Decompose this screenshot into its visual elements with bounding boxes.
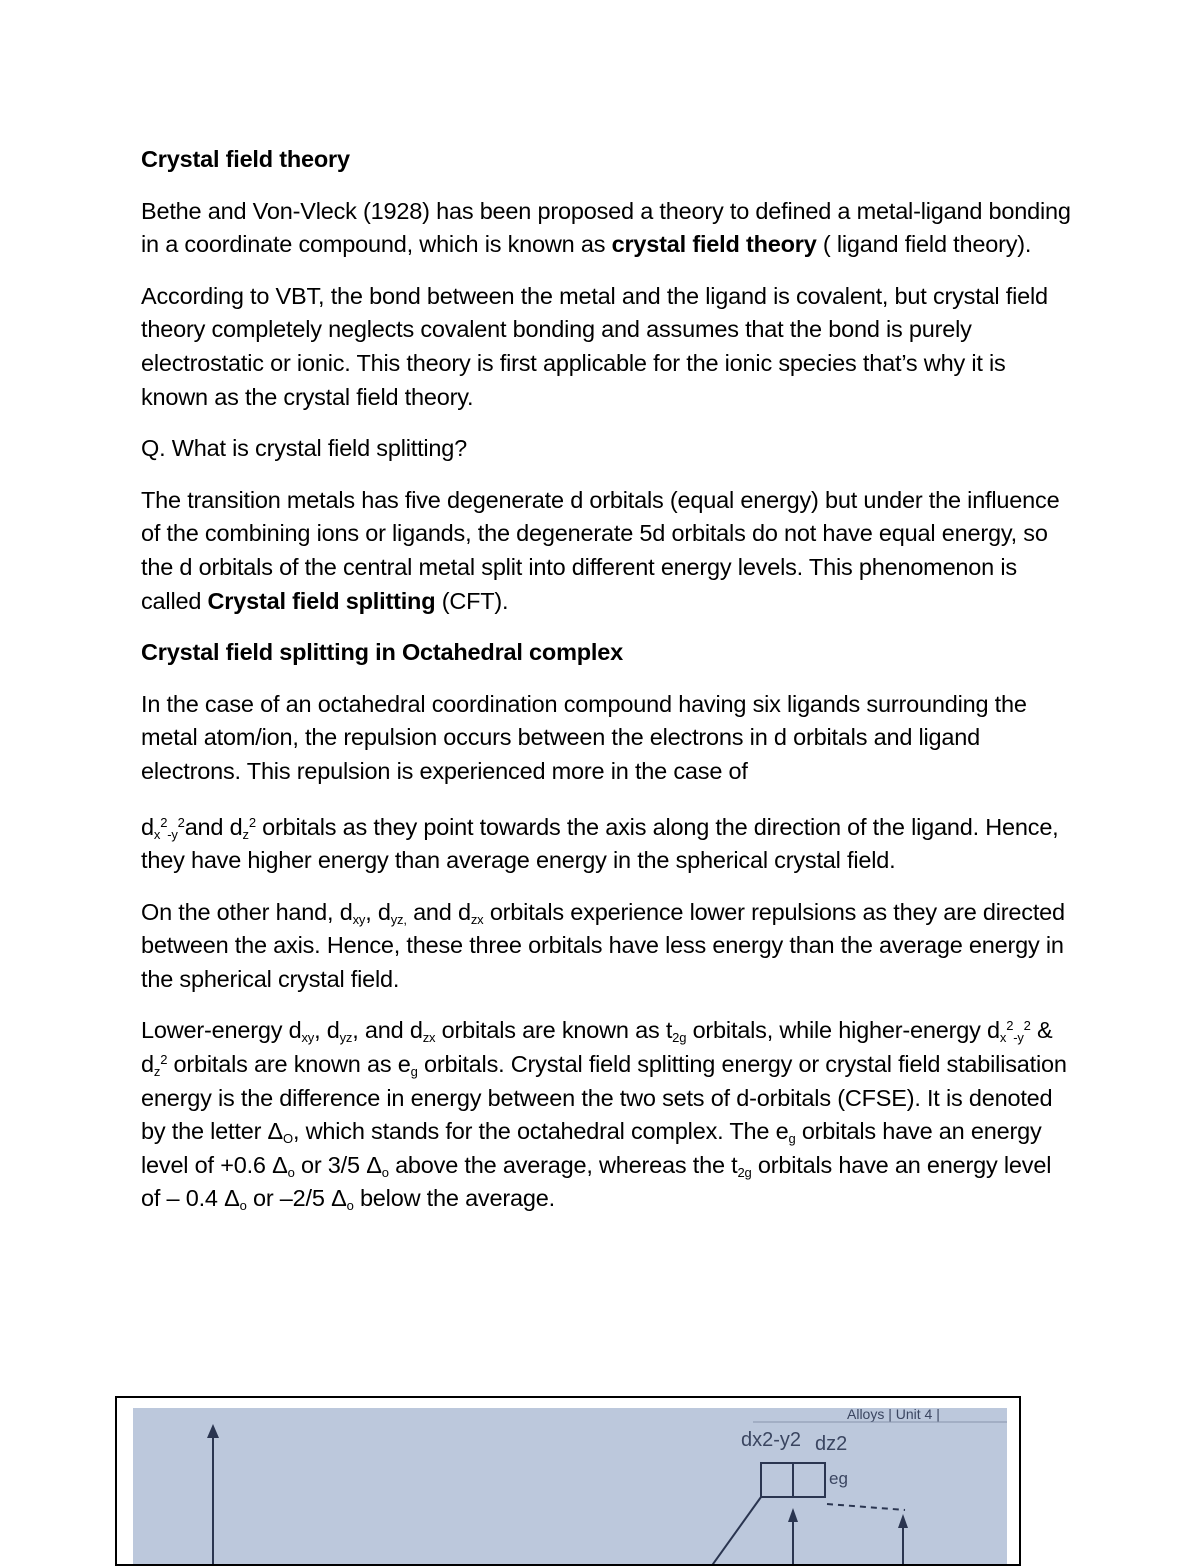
splitting-diagram	[133, 1408, 1007, 1566]
text: orbitals are known as t	[435, 1017, 673, 1044]
superscript: 2	[1006, 1018, 1014, 1034]
paragraph-t2g-orbitals	[141, 896, 1071, 997]
text: & d	[141, 1017, 1053, 1078]
subscript: o	[381, 1164, 389, 1180]
text: On the other hand, d	[141, 898, 353, 925]
subscript: zx	[422, 1030, 436, 1046]
paragraph-vbt: According to VBT, the bond between the metal and the ligand is covalent, but crystal field theory completely neglects covalent bonding and assumes that the bond is purely electrostatic or ionic. This theory is first applicable for the ionic species that’s why it is known as the crystal field theory.	[141, 282, 1048, 410]
subsection-heading: Crystal field splitting in Octahedral complex	[141, 639, 623, 666]
subscript: -y	[1013, 1030, 1024, 1046]
subscript: xy	[352, 911, 366, 927]
subscript: xy	[301, 1030, 315, 1046]
eg-box-2	[793, 1463, 825, 1497]
superscript: 2	[160, 814, 168, 830]
text: Bethe and Von-Vleck (1928) has been proposed a theory to defined a metal-ligand bonding in a coordinate compound, which is known as	[141, 197, 1071, 258]
paragraph-octahedral: In the case of an octahedral coordination compound having six ligands surrounding the metal atom/ion, the repulsion occurs between the electrons in d orbitals and ligand electrons. This repulsion is experienced more in the case of	[141, 690, 1027, 784]
section-heading: Crystal field theory	[141, 146, 350, 172]
text: , d	[365, 898, 391, 925]
superscript: 2	[248, 814, 256, 830]
subscript: -y	[167, 826, 178, 842]
text: (CFT).	[435, 587, 509, 614]
text: Lower-energy d	[141, 1017, 302, 1044]
delta-arrowhead-2	[898, 1514, 908, 1528]
subscript: O	[283, 1131, 293, 1147]
text: The transition metals has five degenerate d orbitals (equal energy) but under the influence of the combining ions or ligands, the degenerate 5d orbitals do not have equal energy, so the d orbitals of the central metal split into different energy levels. This phenomenon is called	[141, 486, 1060, 614]
superscript: 2	[177, 814, 185, 830]
bold-term: crystal field theory	[611, 231, 817, 258]
text: orbitals, while higher-energy d	[686, 1017, 1000, 1044]
text: below the average.	[353, 1185, 555, 1212]
subscript: z	[242, 826, 249, 842]
text: and d	[406, 898, 471, 925]
subscript: yz	[339, 1030, 353, 1046]
label-dx2y2: dx2-y2	[741, 1429, 802, 1451]
text: above the average, whereas the t	[388, 1151, 738, 1178]
text: orbitals experience lower repulsions as they are directed between the axis. Hence, these three orbitals have less energy than the average energy in the spherical crystal field.	[141, 898, 1065, 992]
text: orbitals have an energy level of – 0.4 Δ	[141, 1151, 1052, 1212]
paragraph-eg-orbitals	[141, 811, 1071, 878]
subscript: g	[410, 1064, 418, 1080]
subscript: x	[153, 826, 161, 842]
delta-arrowhead-1	[788, 1508, 798, 1522]
document-body	[141, 143, 1071, 1234]
text: ( ligand field theory).	[816, 231, 1032, 258]
text: orbitals. Crystal field splitting energy or crystal field stabilisation energy is the difference in energy between the two sets of d-orbitals (CFSE). It is denoted by the letter Δ	[141, 1051, 1067, 1145]
superscript: 2	[1023, 1018, 1031, 1034]
subscript: o	[346, 1198, 354, 1214]
paragraph-splitting	[141, 484, 1071, 618]
text: orbitals have an energy level of +0.6 Δ	[141, 1118, 1042, 1178]
subscript: x	[999, 1030, 1007, 1046]
question: Q. What is crystal field splitting?	[141, 435, 468, 462]
paragraph-intro	[141, 195, 1071, 262]
split-line	[703, 1497, 761, 1566]
dashed-level	[827, 1504, 905, 1510]
text: , d	[314, 1017, 340, 1044]
superscript: 2	[160, 1052, 168, 1068]
label-dz2: dz2	[815, 1433, 848, 1455]
label-eg: eg	[829, 1469, 848, 1488]
subscript: yz,	[390, 911, 407, 927]
text: orbitals as they point towards the axis along the direction of the ligand. Hence, they have higher energy than average energy in the spherical crystal field.	[141, 813, 1059, 874]
subscript: zx	[470, 911, 484, 927]
energy-axis-arrowhead	[207, 1424, 219, 1438]
figure-header: Alloys | Unit 4 |	[847, 1408, 940, 1422]
figure-frame	[115, 1396, 1021, 1566]
text: orbitals are known as e	[167, 1051, 411, 1078]
splitting-diagram-photo	[133, 1408, 1007, 1566]
subscript: z	[153, 1064, 161, 1080]
eg-box-1	[761, 1463, 793, 1497]
subscript: 2g	[737, 1164, 752, 1180]
text: or 3/5 Δ	[294, 1151, 382, 1178]
text: d	[141, 813, 154, 840]
text: , and d	[352, 1017, 423, 1044]
subscript: g	[788, 1131, 796, 1147]
subscript: 2g	[672, 1030, 687, 1046]
subscript: o	[239, 1198, 247, 1214]
bold-term: Crystal field splitting	[207, 587, 436, 614]
text: and d	[184, 813, 243, 840]
text: or –2/5 Δ	[246, 1185, 347, 1212]
paragraph-cfse	[141, 1014, 1071, 1216]
subscript: o	[287, 1164, 295, 1180]
text: , which stands for the octahedral complex. The e	[292, 1118, 789, 1145]
